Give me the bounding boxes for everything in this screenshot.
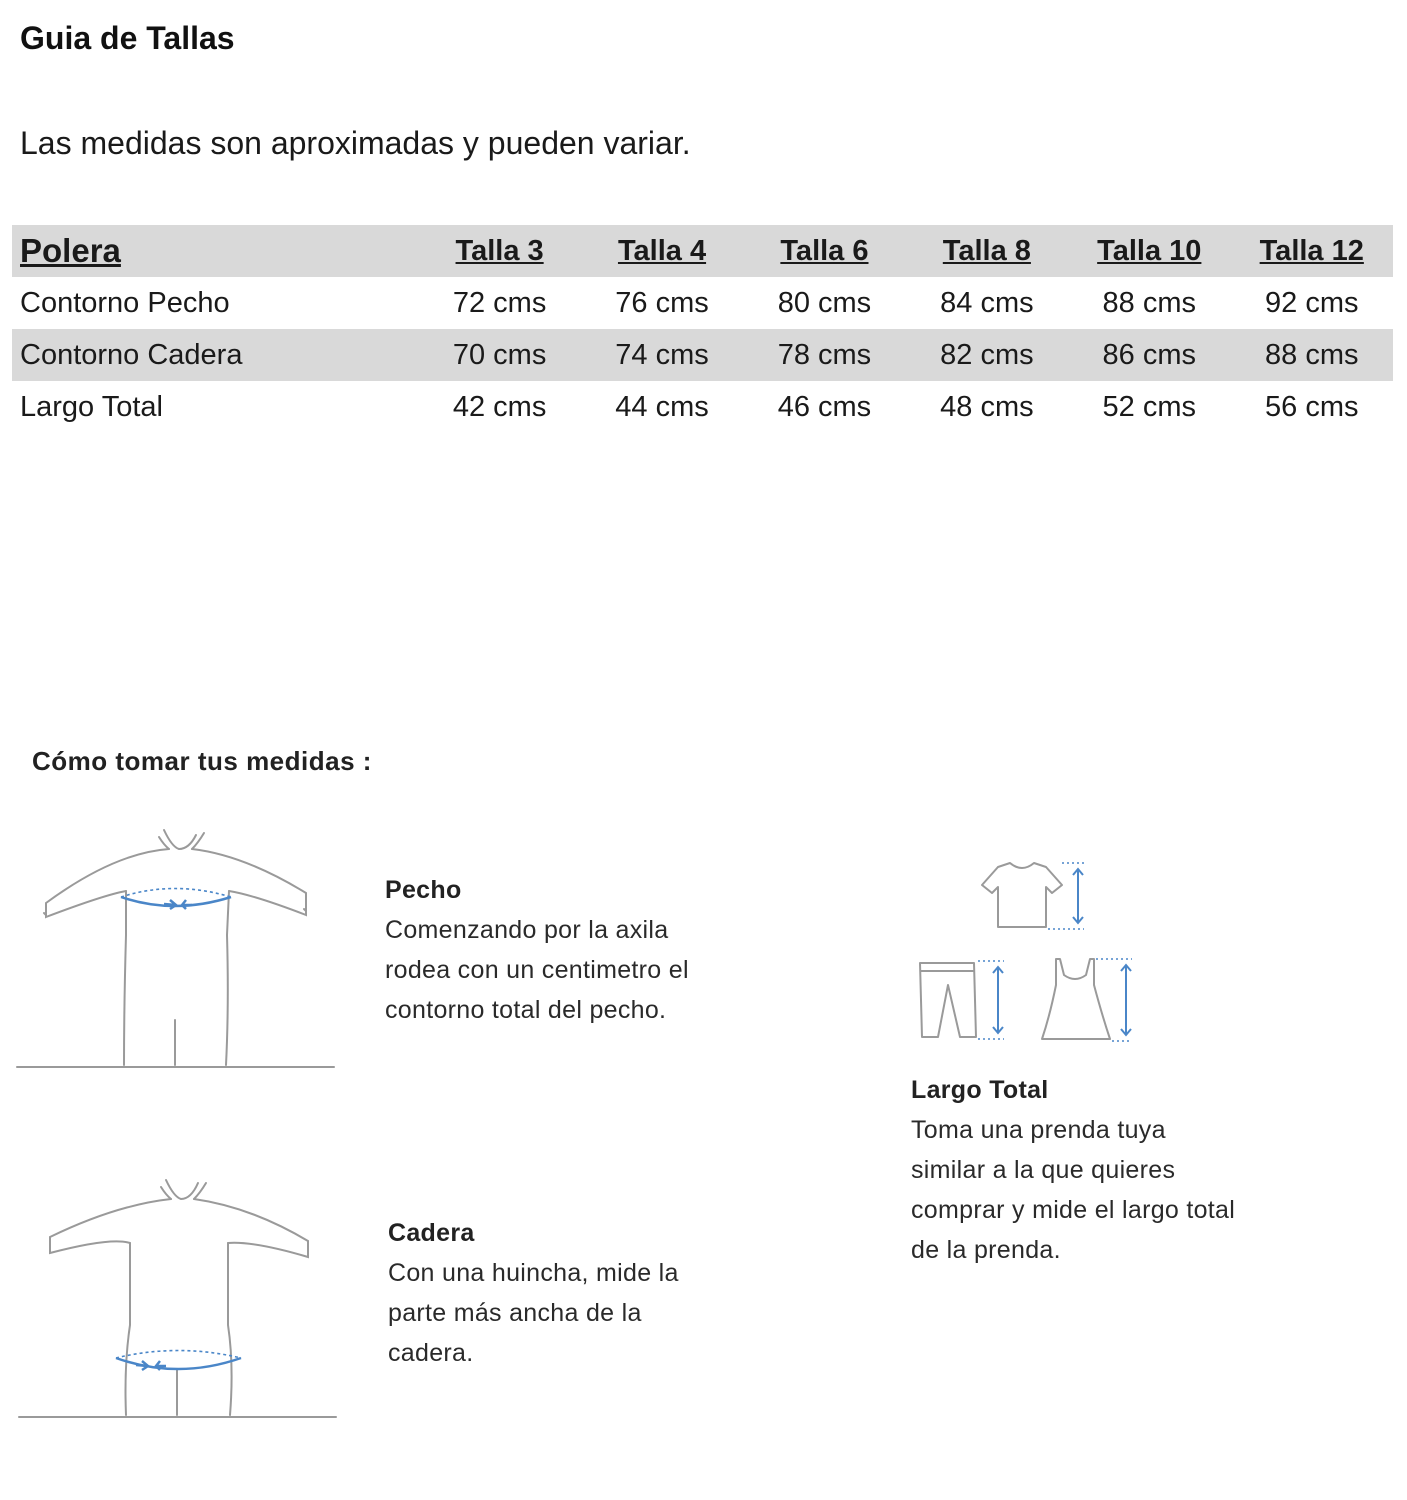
hip-text: Con una huincha, mide la parte más ancha de la cadera. [388,1259,679,1367]
table-row [12,329,1393,381]
hip-description [388,1213,679,1373]
header-size: Talla 12 [1259,234,1364,267]
table-cell: 86 cms [1102,338,1197,371]
chest-heading: Pecho [385,876,462,904]
table-cell: 88 cms [1265,338,1359,371]
chest-description [385,870,689,1030]
header-size: Talla 10 [1097,234,1202,267]
table-cell: 52 cms [1102,390,1197,423]
header-size: Talla 8 [942,234,1031,267]
table-cell: 74 cms [615,338,709,371]
table-cell: 44 cms [615,390,709,423]
table-cell: 70 cms [452,338,547,371]
header-size: Talla 4 [617,234,707,267]
table-cell: 76 cms [615,286,709,319]
table-cell: 72 cms [452,286,547,319]
table-cell: 48 cms [940,390,1034,423]
hip-heading: Cadera [388,1219,475,1247]
page-title: Guia de Tallas [20,20,235,56]
table-cell: 80 cms [777,286,872,319]
length-heading: Largo Total [911,1076,1049,1104]
table-cell: 42 cms [452,390,547,423]
table-cell: 84 cms [940,286,1034,319]
table-cell: 88 cms [1102,286,1197,319]
header-size: Talla 6 [780,234,869,267]
length-text: Toma una prenda tuya similar a la que quieres comprar y mide el largo total de la prenda. [911,1116,1236,1264]
chest-measure-figure-icon [14,825,339,1075]
table-header-row [12,225,1393,277]
table-cell: 92 cms [1265,286,1359,319]
row-label: Contorno Cadera [20,338,243,371]
howto-title: Cómo tomar tus medidas : [32,746,372,776]
hip-measure-figure-icon [16,1175,341,1425]
length-description [911,1070,1235,1270]
row-label: Largo Total [20,390,163,423]
table-row [12,277,1393,329]
garment-length-figure-icon [912,855,1147,1050]
header-size: Talla 3 [455,234,544,267]
chest-text: Comenzando por la axila rodea con un centimetro el contorno total del pecho. [385,916,689,1024]
disclaimer-note: Las medidas son aproximadas y pueden variar. [20,125,691,161]
table-cell: 56 cms [1265,390,1359,423]
table-cell: 46 cms [777,390,872,423]
table-cell: 78 cms [777,338,872,371]
size-table [12,225,1393,433]
table-row [12,381,1393,433]
header-garment: Polera [20,232,121,269]
table-cell: 82 cms [940,338,1034,371]
row-label: Contorno Pecho [20,286,230,319]
